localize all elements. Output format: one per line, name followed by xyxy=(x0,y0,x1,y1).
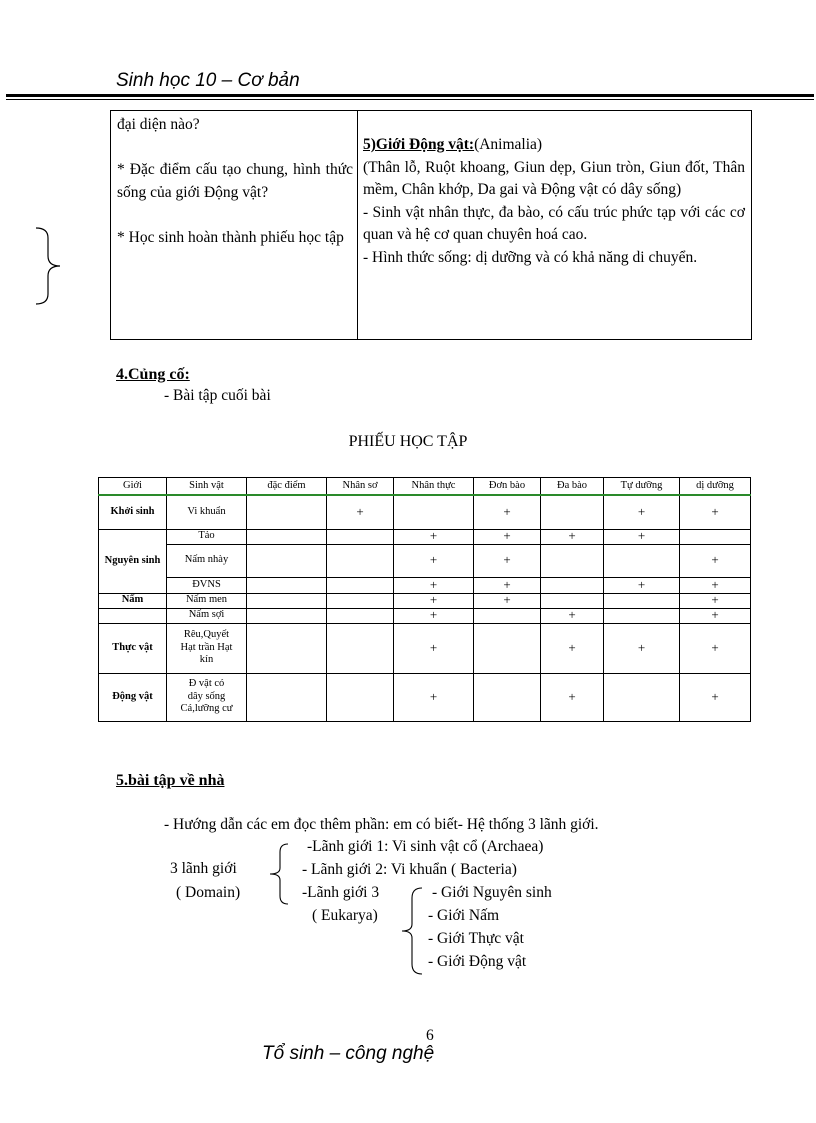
table-row xyxy=(99,544,751,577)
table-row xyxy=(99,608,751,623)
group-cell: Khởi sinh xyxy=(99,495,167,529)
mark-cell: + xyxy=(680,577,751,593)
animalia-groups: (Thân lỗ, Ruột khoang, Giun dẹp, Giun tròn, Giun đốt, Thân mềm, Chân khớp, Da gai và Động vật có dây sống) xyxy=(363,158,745,198)
animalia-heading-bold: 5)Giới Động vật: xyxy=(363,136,475,153)
organism-cell: Nấm nhày xyxy=(167,544,247,577)
column-divider xyxy=(357,111,358,339)
header-cell: Giới xyxy=(99,478,167,496)
question-continuation: đại diện nào? xyxy=(117,116,200,133)
header-cell: đặc điểm xyxy=(247,478,327,496)
section-5-title: 5.bài tập về nhà xyxy=(116,772,225,789)
mark-cell: + xyxy=(604,495,680,529)
domain-eukarya: -Lãnh giới 3 xyxy=(302,884,380,901)
kingdom-plantae: - Giới Thực vật xyxy=(428,930,524,947)
animalia-bullet-structure: - Sinh vật nhân thực, đa bào, có cấu trúc phức tạp với các cơ quan và hệ cơ quan chuyên hoá cao. xyxy=(363,203,745,243)
mark-cell: + xyxy=(394,577,474,593)
organism-cell: Nấm sợi xyxy=(167,608,247,623)
page-number: 6 xyxy=(426,1027,434,1044)
question-characteristics: * Đặc điểm cấu tạo chung, hình thức sống của giới Động vật? xyxy=(117,161,353,201)
organism-line: kín xyxy=(199,654,214,666)
mark-cell: + xyxy=(680,623,751,673)
mark-cell: + xyxy=(541,608,604,623)
table-row xyxy=(99,623,751,673)
mark-cell: + xyxy=(394,544,474,577)
mark-cell: + xyxy=(394,529,474,544)
kingdom-brace-icon xyxy=(398,886,426,976)
mark-cell: + xyxy=(541,623,604,673)
kingdom-protista: - Giới Nguyên sinh xyxy=(432,884,552,901)
organism-line: Hạt trần Hạt xyxy=(180,641,233,653)
table-row xyxy=(99,529,751,544)
table-row xyxy=(99,593,751,608)
instruction-worksheet: * Học sinh hoàn thành phiếu học tập xyxy=(117,229,344,246)
margin-brace-icon xyxy=(28,226,68,306)
section-4-title: 4.Củng cố: xyxy=(116,366,190,383)
lesson-table-box xyxy=(110,110,752,340)
organism-line: Đ vật có xyxy=(188,678,225,690)
kingdom-animalia: - Giới Động vật xyxy=(428,953,527,970)
organism-cell xyxy=(167,673,247,721)
table-row xyxy=(99,495,751,529)
organism-cell: Nấm men xyxy=(167,593,247,608)
animalia-heading-latin: (Animalia) xyxy=(474,136,543,153)
mark-cell: + xyxy=(474,529,541,544)
worksheet-title: PHIẾU HỌC TẬP xyxy=(348,433,468,450)
header-rule-thin xyxy=(6,99,814,100)
domain-archaea: -Lãnh giới 1: Vi sinh vật cổ (Archaea) xyxy=(307,838,544,855)
worksheet-header-row xyxy=(99,478,751,496)
organism-cell: ĐVNS xyxy=(167,577,247,593)
domain-label: 3 lãnh giới xyxy=(170,860,237,877)
domain-label-latin: ( Domain) xyxy=(176,884,241,901)
mark-cell: + xyxy=(680,673,751,721)
mark-cell: + xyxy=(474,544,541,577)
organism-line: Cá,lưỡng cư xyxy=(180,703,233,715)
organism-line: Rêu,Quyết xyxy=(183,629,230,641)
mark-cell: + xyxy=(604,529,680,544)
worksheet-table xyxy=(98,477,751,722)
mark-cell: + xyxy=(604,577,680,593)
mark-cell: + xyxy=(604,623,680,673)
animalia-heading xyxy=(363,134,745,157)
footer-text: Tổ sinh – công nghệ xyxy=(262,1043,435,1064)
header-cell: Sinh vật xyxy=(167,478,247,496)
domain-eukarya-latin: ( Eukarya) xyxy=(312,907,378,924)
mark-cell: + xyxy=(541,673,604,721)
mark-cell: + xyxy=(394,593,474,608)
mark-cell: + xyxy=(394,623,474,673)
group-cell: Nấm xyxy=(99,593,167,608)
mark-cell: + xyxy=(680,608,751,623)
kingdom-fungi: - Giới Nấm xyxy=(428,907,500,924)
header-cell: Đa bào xyxy=(541,478,604,496)
table-row xyxy=(99,673,751,721)
mark-cell: + xyxy=(327,495,394,529)
mark-cell: + xyxy=(394,673,474,721)
teacher-questions-column xyxy=(117,113,353,249)
organism-line: dây sống xyxy=(187,690,226,702)
header-cell: Tự dưỡng xyxy=(604,478,680,496)
mark-cell: + xyxy=(680,495,751,529)
header-rule-thick xyxy=(6,94,814,97)
header-cell: dị dưỡng xyxy=(680,478,751,496)
mark-cell: + xyxy=(474,593,541,608)
mark-cell: + xyxy=(474,577,541,593)
organism-cell: Vi khuẩn xyxy=(167,495,247,529)
mark-cell: + xyxy=(680,544,751,577)
header-cell: Nhân thực xyxy=(394,478,474,496)
domain-brace-icon xyxy=(266,842,292,906)
animalia-bullet-lifestyle: - Hình thức sống: dị dưỡng và có khả năng di chuyển. xyxy=(363,248,698,266)
domain-bacteria: - Lãnh giới 2: Vi khuẩn ( Bacteria) xyxy=(302,861,517,878)
group-cell: Thực vật xyxy=(99,623,167,673)
organism-cell xyxy=(167,623,247,673)
header-cell: Nhân sơ xyxy=(327,478,394,496)
mark-cell: + xyxy=(680,593,751,608)
organism-cell: Tảo xyxy=(167,529,247,544)
mark-cell: + xyxy=(541,529,604,544)
group-cell: Động vật xyxy=(99,673,167,721)
group-cell: Nguyên sinh xyxy=(99,529,167,593)
mark-cell: + xyxy=(394,608,474,623)
header-cell: Đơn bào xyxy=(474,478,541,496)
section-4-item: - Bài tập cuối bài xyxy=(164,387,271,404)
content-column xyxy=(363,113,745,269)
table-row xyxy=(99,577,751,593)
section-5-intro: - Hướng dẫn các em đọc thêm phần: em có biết- Hệ thống 3 lãnh giới. xyxy=(164,816,599,833)
mark-cell: + xyxy=(474,495,541,529)
page-header-title: Sinh học 10 – Cơ bản xyxy=(116,70,300,91)
